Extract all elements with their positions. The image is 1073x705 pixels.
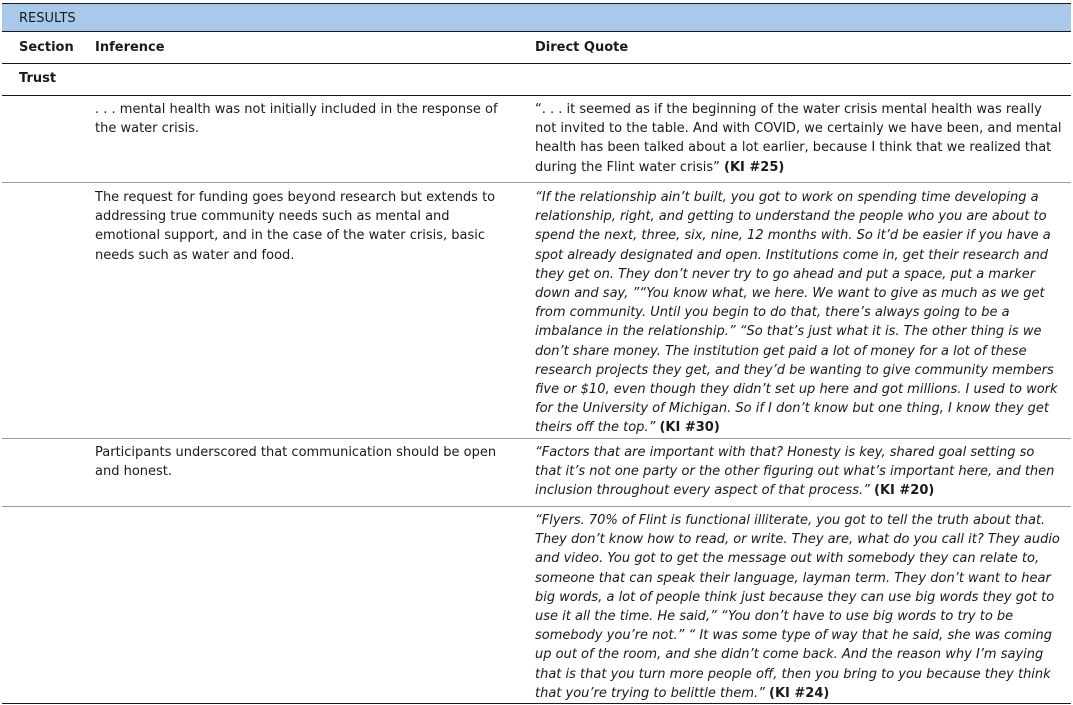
header-section: Section: [19, 40, 74, 55]
results-banner: [2, 3, 1071, 31]
section-row-trust: [2, 64, 1071, 96]
quote-reference: (KI #30): [659, 420, 720, 436]
table-header-row: [2, 31, 1071, 64]
quote-reference: (KI #20): [874, 483, 935, 499]
table-row: [2, 439, 1071, 507]
quote-text: “. . . it seemed as if the beginning of the water crisis mental health was really not invited to the table. And with COVID, we certainly we have been, and mental health has been talked about a lot earlier, because I think that we realized that during the Flint water crisis”: [535, 102, 1062, 175]
section-label: Trust: [19, 71, 57, 86]
table-row: [2, 507, 1071, 704]
inference-cell: . . . mental health was not initially included in the response of the water crisis.: [95, 102, 498, 137]
quote-reference: (KI #25): [724, 159, 785, 175]
quote-text: “Flyers. 70% of Flint is functional illiterate, you got to tell the truth about that. They don’t know how to read, or write. They are, what do you call it? They audio and video. You got to get the message out with somebody they can relate to, someone that can speak their language, layman term. They don’t want to hear big words, a lot of people think just because they can use big words they got to use it all the time. He said,” “You don’t have to use big words to try to be somebody you’re not.” “ It was some type of way that he said, she was coming up out of the room, and she didn’t come back. And the reason why I’m saying that is that you turn more people off, then you bring to you because they think that you’re trying to belittle them.”: [535, 513, 1060, 701]
quote-cell: [535, 100, 1063, 177]
quote-reference: (KI #24): [769, 685, 830, 701]
table-row: [2, 183, 1071, 439]
quote-text: “Factors that are important with that? Honesty is key, shared goal setting so that it’s not one party or the other figuring out what’s important here, and then inclusion throughout every aspect of that process.”: [535, 445, 1055, 499]
quote-text: “If the relationship ain’t built, you got to work on spending time developing a relationship, right, and getting to understand the people who you are about to spend the next, three, six, nine, 12 months with. So it’d be easier if you have a spot already designated and open. Institutions come in, get their research and they get on. They don’t never try to go ahead and put a space, put a marker down and say, ”“You know what, we here. We want to give as much as we get from community. Until you begin to do that, there’s always going to be a imbalance in the relationship.” “So that’s just what it is. The other thing is we don’t share money. The institution get paid a lot of money for a lot of these research projects they get, and they’d be wanting to give community members five or $10, even though they didn’t set up here and got millions. I used to work for the University of Michigan. So if I don’t know but one thing, I know they get theirs off the top.”: [535, 190, 1058, 436]
quote-cell: [535, 443, 1063, 501]
quote-cell: [535, 188, 1063, 438]
quote-cell: [535, 511, 1063, 703]
header-inference: Inference: [95, 40, 165, 55]
inference-cell: Participants underscored that communication should be open and honest.: [95, 445, 497, 480]
inference-cell: The request for funding goes beyond research but extends to addressing true community needs such as mental and emotional support, and in the case of the water crisis, basic needs such as water and food.: [95, 190, 496, 263]
table-row: [2, 96, 1071, 183]
header-direct-quote: Direct Quote: [535, 40, 629, 55]
banner-label: RESULTS: [19, 11, 76, 26]
